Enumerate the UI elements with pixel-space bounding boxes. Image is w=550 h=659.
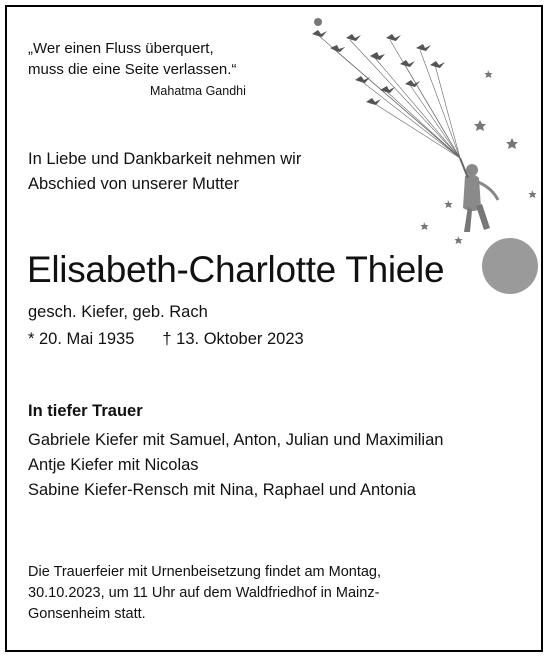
death-date: † 13. Oktober 2023 [162, 330, 304, 348]
maiden-names: gesch. Kiefer, geb. Rach [28, 303, 208, 321]
star-icon [314, 18, 322, 26]
mourner-line: Antje Kiefer mit Nicolas [28, 456, 199, 474]
deceased-name: Elisabeth-Charlotte Thiele [27, 249, 445, 290]
bird-icons [312, 30, 445, 105]
intro-text [28, 147, 301, 197]
planet-icon [482, 238, 538, 294]
life-dates [28, 330, 304, 349]
birth-date: * 20. Mai 1935 [28, 330, 135, 348]
bird-strings [318, 35, 460, 158]
mourners-list [28, 428, 443, 503]
quote-author: Mahatma Gandhi [150, 84, 246, 98]
mourner-line: Gabriele Kiefer mit Samuel, Anton, Julian und Maximilian [28, 431, 444, 449]
quote-line-2: muss die eine Seite verlassen.“ [28, 61, 237, 78]
funeral-notice [28, 562, 381, 625]
prince-figure-icon [460, 158, 498, 232]
mourners-heading: In tiefer Trauer [28, 402, 143, 420]
funeral-line-1: Die Trauerfeier mit Urnenbeisetzung findet am Montag, [28, 564, 382, 580]
star-icons [421, 70, 537, 244]
quote [28, 38, 236, 80]
funeral-line-2: 30.10.2023, um 11 Uhr auf dem Waldfriedhof in Mainz- [28, 585, 380, 601]
little-prince-birds-illustration [300, 10, 540, 295]
mourner-line: Sabine Kiefer-Rensch mit Nina, Raphael und Antonia [28, 481, 416, 499]
quote-line-1: „Wer einen Fluss überquert, [28, 40, 214, 57]
intro-line-2: Abschied von unserer Mutter [28, 175, 239, 193]
funeral-line-3: Gonsenheim statt. [28, 606, 146, 622]
intro-line-1: In Liebe und Dankbarkeit nehmen wir [28, 150, 302, 168]
